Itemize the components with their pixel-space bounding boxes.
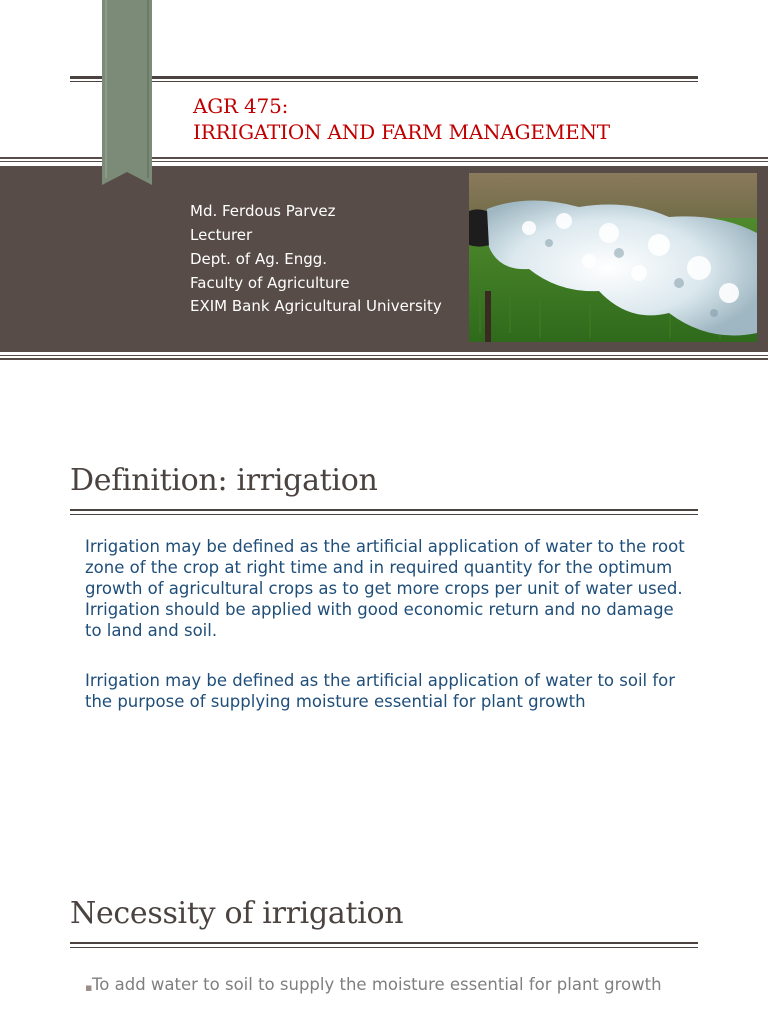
necessity-rule-thick bbox=[70, 942, 698, 944]
definition-heading: Definition: irrigation bbox=[70, 463, 378, 498]
definition-paragraph-1: Irrigation may be defined as the artificial application of water to the root zone of the crop at right time and in required quantity for the optimum growth of agricultural crops as to get more crops per unit of water used. Irrigation should be applied with good economic return and no damage to land and soil. bbox=[85, 537, 685, 640]
definition-rule-thick bbox=[70, 509, 698, 511]
author-position: Lecturer bbox=[190, 226, 253, 244]
necessity-bullet-text: To add water to soil to supply the moisture essential for plant growth bbox=[92, 975, 662, 994]
author-university: EXIM Bank Agricultural University bbox=[190, 297, 442, 315]
author-department: Dept. of Ag. Engg. bbox=[190, 250, 328, 268]
necessity-rule-thin bbox=[70, 947, 698, 948]
course-code: AGR 475: bbox=[193, 94, 289, 118]
band-rule-bottom-2 bbox=[0, 358, 768, 360]
top-rule-thick bbox=[70, 76, 698, 79]
course-title: IRRIGATION AND FARM MANAGEMENT bbox=[193, 120, 610, 144]
irrigation-photo bbox=[469, 173, 757, 342]
necessity-heading: Necessity of irrigation bbox=[70, 896, 404, 931]
top-rule-thin bbox=[70, 81, 698, 82]
author-name: Md. Ferdous Parvez bbox=[190, 202, 336, 220]
square-bullet-icon: ▪ bbox=[85, 981, 93, 994]
ribbon-bookmark-icon bbox=[102, 0, 152, 185]
definition-paragraph-2: Irrigation may be defined as the artificial application of water to soil for the purpose of supplying moisture essential for plant growth bbox=[85, 671, 676, 711]
definition-rule-thin bbox=[70, 514, 698, 515]
band-rule-bottom bbox=[0, 355, 768, 356]
author-faculty: Faculty of Agriculture bbox=[190, 274, 350, 292]
